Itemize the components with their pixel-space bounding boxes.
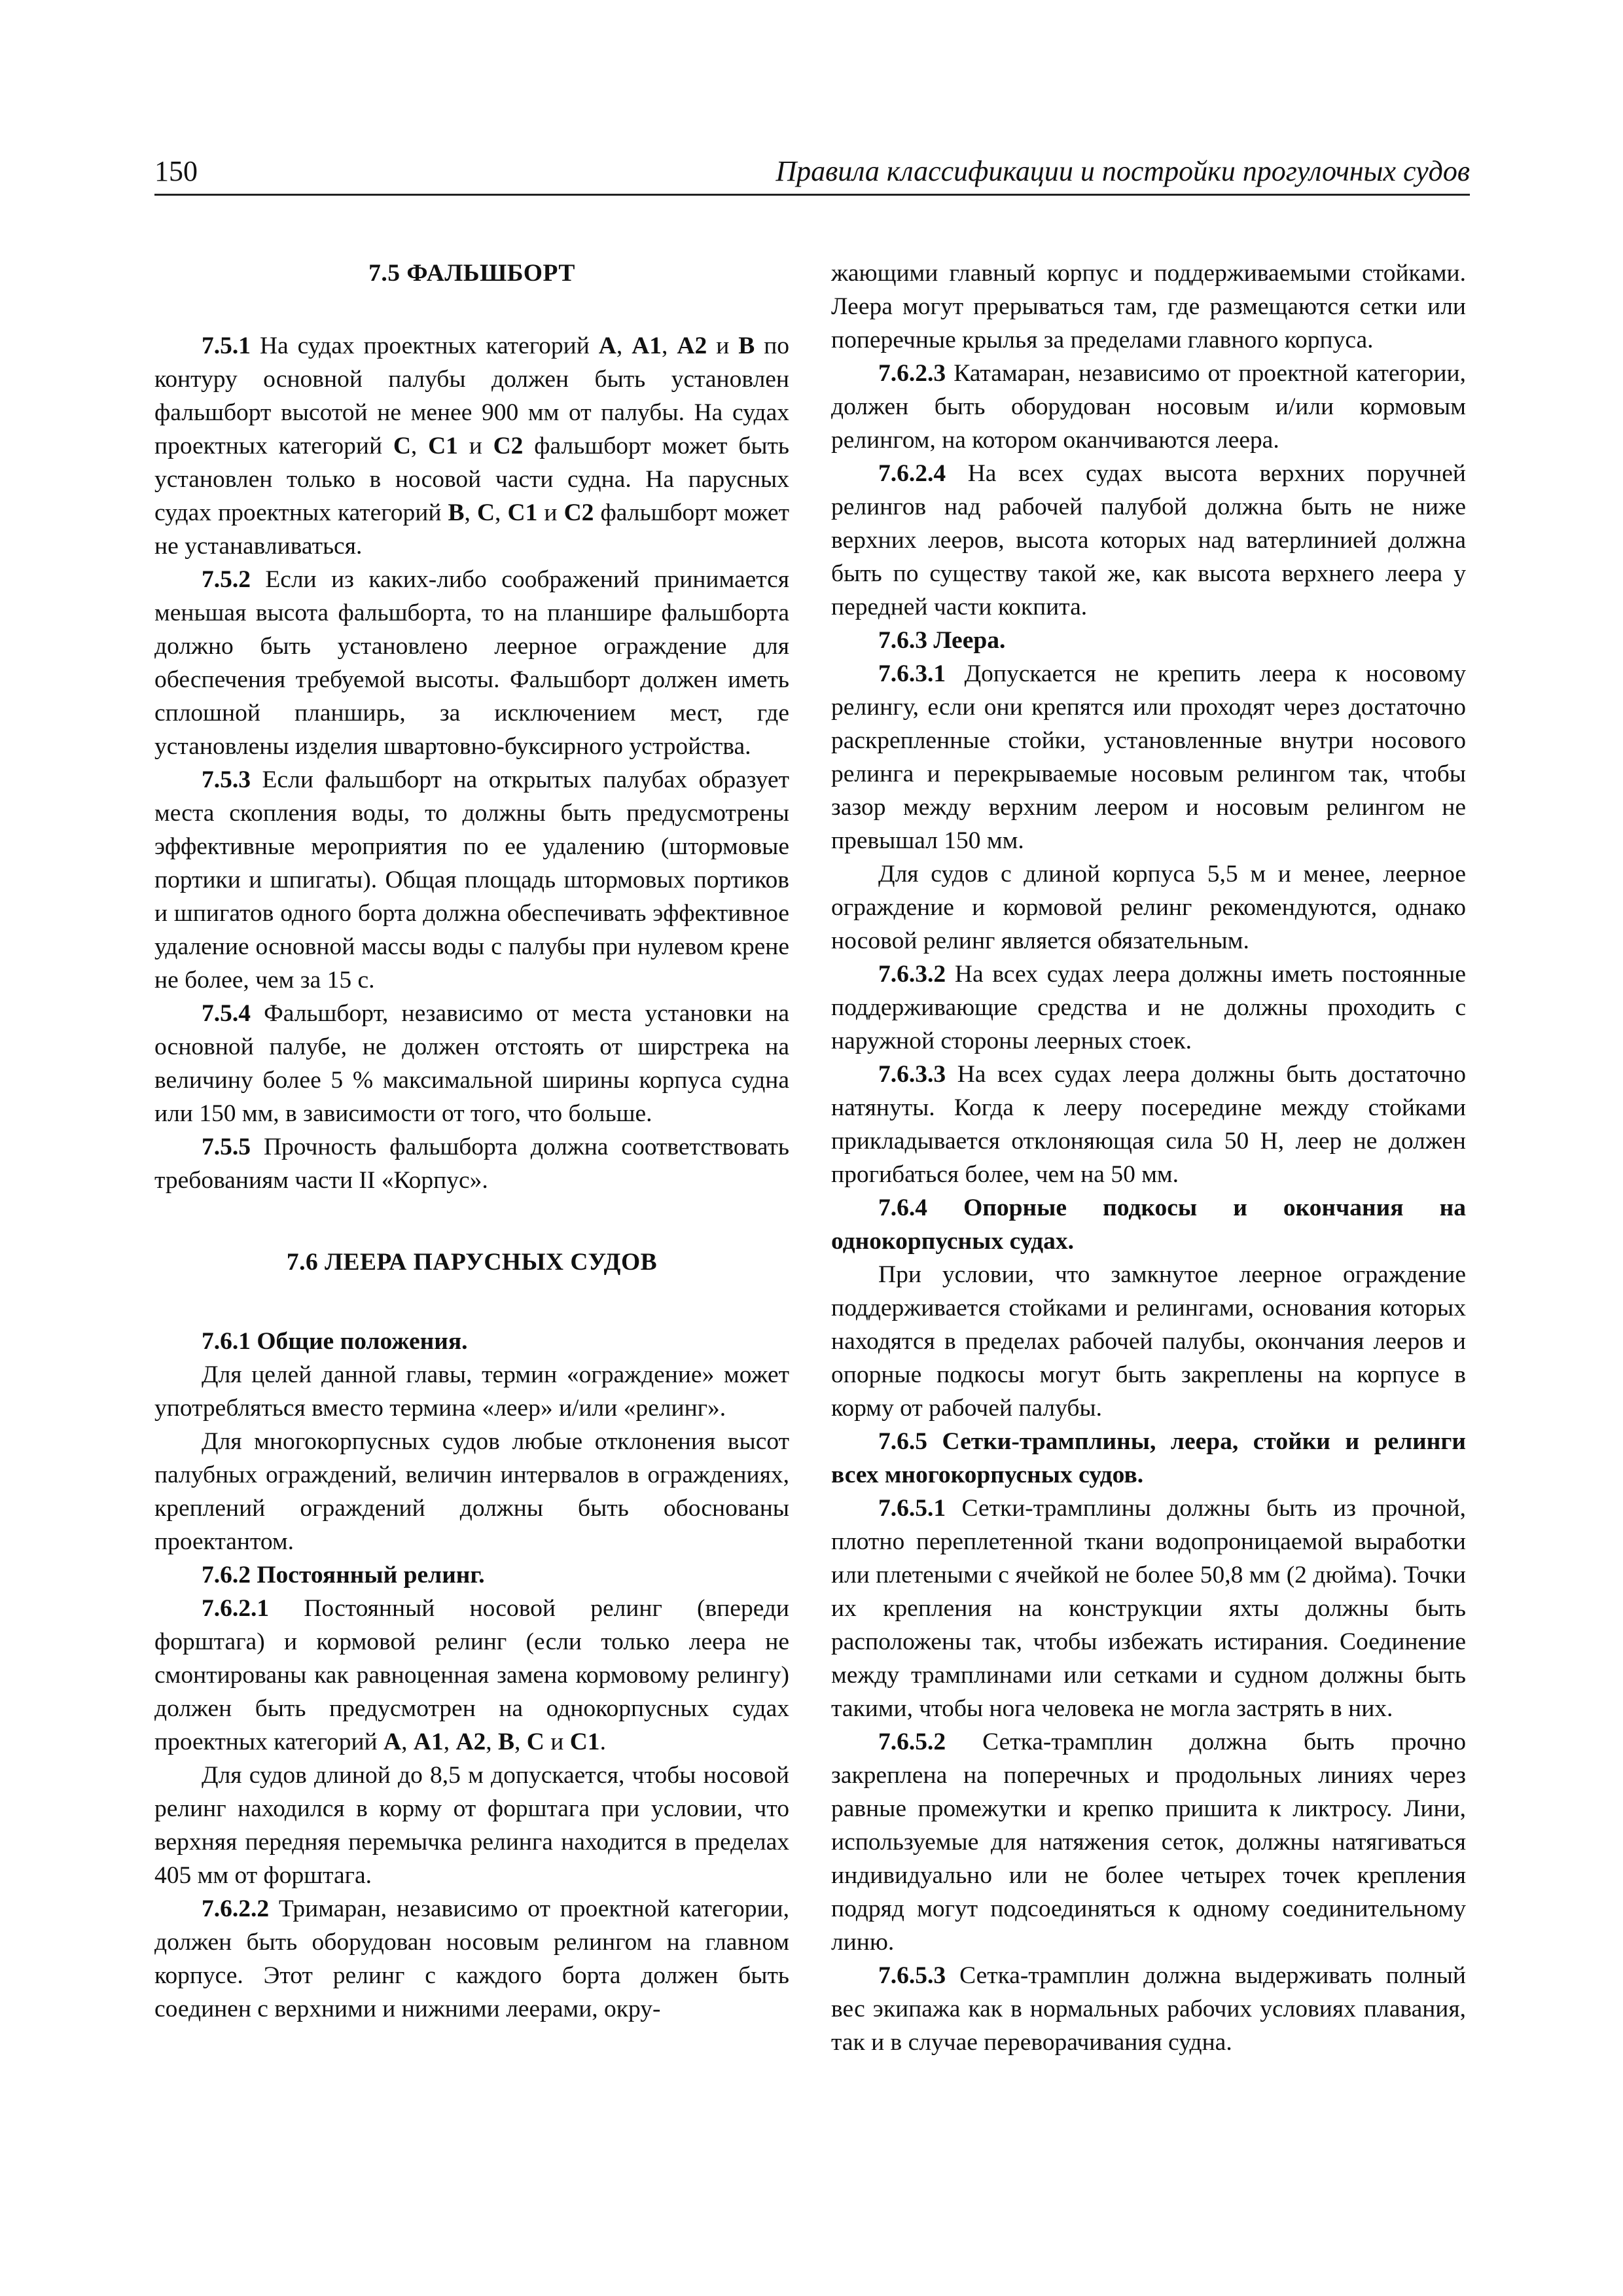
paragraph-7-6-2-2-continued: жающими главный корпус и поддерживаемыми стойками. Леера могут прерываться там, где размещаются сетки или поперечные крылья за пределами главного корпуса. — [831, 260, 1466, 353]
paragraph-7-6-1-b: Для многокорпусных судов любые отклонения высот палубных ограждений, величин интервалов в ограждениях, креплений ограждений должны быть обоснованы проектантом. — [154, 1428, 789, 1555]
right-column — [831, 257, 1466, 2059]
running-header — [154, 149, 1470, 196]
paragraph-7-6-1-a: Для целей данной главы, термин «ограждение» может употребляться вместо термина «леер» и/или «релинг». — [154, 1361, 789, 1422]
paragraph-7-6-2-2: 7.6.2.2 Тримаран, независимо от проектной категории, должен быть оборудован носовым релингом на главном корпусе. Этот релинг с каждого борта должен быть соединен с верхними и нижними леерами, окру- — [154, 1895, 789, 2022]
paragraph-7-6-2-3: 7.6.2.3 Катамаран, независимо от проектной категории, должен быть оборудован носовым и/или кормовым релингом, на котором оканчиваются леера. — [831, 360, 1466, 454]
page-number: 150 — [154, 155, 198, 187]
heading-7-6-4: 7.6.4 Опорные подкосы и окончания на однокорпусных судах. — [831, 1194, 1466, 1255]
heading-7-6-1: 7.6.1 Общие положения. — [202, 1328, 468, 1355]
running-title: Правила классификации и постройки прогулочных судов — [776, 155, 1470, 187]
paragraph-7-5-3: 7.5.3 Если фальшборт на открытых палубах образует места скопления воды, то должны быть предусмотрены эффективные мероприятия по ее удалению (штормовые портики и шпигаты). Общая площадь штормовых портиков и шпигатов одного борта должна обеспечивать эффективное удаление основной массы воды с палубы при нулевом крене не более, чем за 15 с. — [154, 766, 789, 994]
paragraph-7-6-5-2: 7.6.5.2 Сетка-трамплин должна быть прочно закреплена на поперечных и продольных линиях через равные промежутки и крепко пришита к ликтросу. Лини, используемые для натяжения сеток, должны натягиваться индивидуально или не более четырех точек крепления подряд могут подсоединяться к одному соединительному линю. — [831, 1729, 1466, 1956]
paragraph-7-5-2: 7.5.2 Если из каких-либо соображений принимается меньшая высота фальшборта, то на планшире фальшборта должно быть установлено леерное ограждение для обеспечения требуемой высоты. Фальшборт должен иметь сплошной планширь, за исключением мест, где установлены изделия швартовно-буксирного устройства. — [154, 566, 789, 760]
paragraph-7-6-3-1-b: Для судов с длиной корпуса 5,5 м и менее, леерное ограждение и кормовой релинг рекомендуются, однако носовой релинг является обязательным. — [831, 861, 1466, 954]
paragraph-7-5-4: 7.5.4 Фальшборт, независимо от места установки на основной палубе, не должен отстоять от ширстрека на величину более 5 % максимальной ширины корпуса судна или 150 мм, в зависимости от того, что больше. — [154, 1000, 789, 1127]
paragraph-7-5-5: 7.5.5 Прочность фальшборта должна соответствовать требованиям части II «Корпус». — [154, 1134, 789, 1194]
paragraph-7-6-3-2: 7.6.3.2 На всех судах леера должны иметь постоянные поддерживающие средства и не должны проходить с наружной стороны леерных стоек. — [831, 961, 1466, 1054]
paragraph-7-6-4: При условии, что замкнутое леерное ограждение поддерживается стойками и релингами, основания которых находятся в пределах рабочей палубы, окончания лееров и опорные подкосы могут быть закреплены на корпусе в корму от рабочей палубы. — [831, 1261, 1466, 1422]
heading-7-6-2: 7.6.2 Постоянный релинг. — [202, 1562, 485, 1588]
left-column — [154, 257, 789, 2026]
paragraph-7-6-3-1: 7.6.3.1 Допускается не крепить леера к носовому релингу, если они крепятся или проходят через достаточно раскрепленные стойки, установленные внутри носового релинга и перекрываемые носовым релингом так, чтобы зазор между верхним леером и носовым релингом не превышал 150 мм. — [831, 660, 1466, 854]
paragraph-7-5-1: 7.5.1 На судах проектных категорий A, A1, A2 и B по контуру основной палубы должен быть установлен фальшборт высотой не менее 900 мм от палубы. На судах проектных категорий C, C1 и C2 фальшборт может быть установлен только в носовой части судна. На парусных судах проектных категорий B, C, C1 и C2 фальшборт может не устанавливаться. — [154, 332, 790, 560]
paragraph-7-6-5-3: 7.6.5.3 Сетка-трамплин должна выдерживать полный вес экипажа как в нормальных рабочих условиях плавания, так и в случае переворачивания судна. — [831, 1962, 1466, 2056]
section-title-7-5: 7.5 ФАЛЬШБОРТ — [368, 260, 575, 287]
heading-7-6-3: 7.6.3 Леера. — [878, 627, 1006, 654]
paragraph-7-6-5-1: 7.6.5.1 Сетки-трамплины должны быть из прочной, плотно переплетенной ткани водопроницаемой выработки или плетеными с ячейкой не более 50,8 мм (2 дюйма). Точки их крепления на конструкции яхты должны быть расположены так, чтобы избежать истирания. Соединение между трамплинами или сетками и судном должны быть такими, чтобы нога человека не могла застрять в них. — [831, 1495, 1466, 1722]
paragraph-7-6-2-1-b: Для судов длиной до 8,5 м допускается, чтобы носовой релинг находился в корму от форштага при условии, что верхняя передняя перемычка релинга находится в пределах 405 мм от форштага. — [154, 1762, 789, 1889]
section-title-7-6: 7.6 ЛЕЕРА ПАРУСНЫХ СУДОВ — [286, 1249, 658, 1276]
heading-7-6-5: 7.6.5 Сетки-трамплины, леера, стойки и релинги всех многокорпусных судов. — [831, 1428, 1466, 1488]
paragraph-7-6-2-1: 7.6.2.1 Постоянный носовой релинг (впереди форштага) и кормовой релинг (если только леера не смонтированы как равноценная замена кормовому релингу) должен быть предусмотрен на однокорпусных судах проектных категорий A, A1, A2, B, C и C1. — [154, 1595, 789, 1755]
paragraph-7-6-3-3: 7.6.3.3 На всех судах леера должны быть достаточно натянуты. Когда к лееру посередине между стойками прикладывается отклоняющая сила 50 Н, леер не должен прогибаться более, чем на 50 мм. — [831, 1061, 1466, 1188]
paragraph-7-6-2-4: 7.6.2.4 На всех судах высота верхних поручней релингов над рабочей палубой должна быть не ниже верхних лееров, высота которых над ватерлинией должна быть по существу такой же, как высота верхнего леера у передней части кокпита. — [831, 460, 1466, 620]
